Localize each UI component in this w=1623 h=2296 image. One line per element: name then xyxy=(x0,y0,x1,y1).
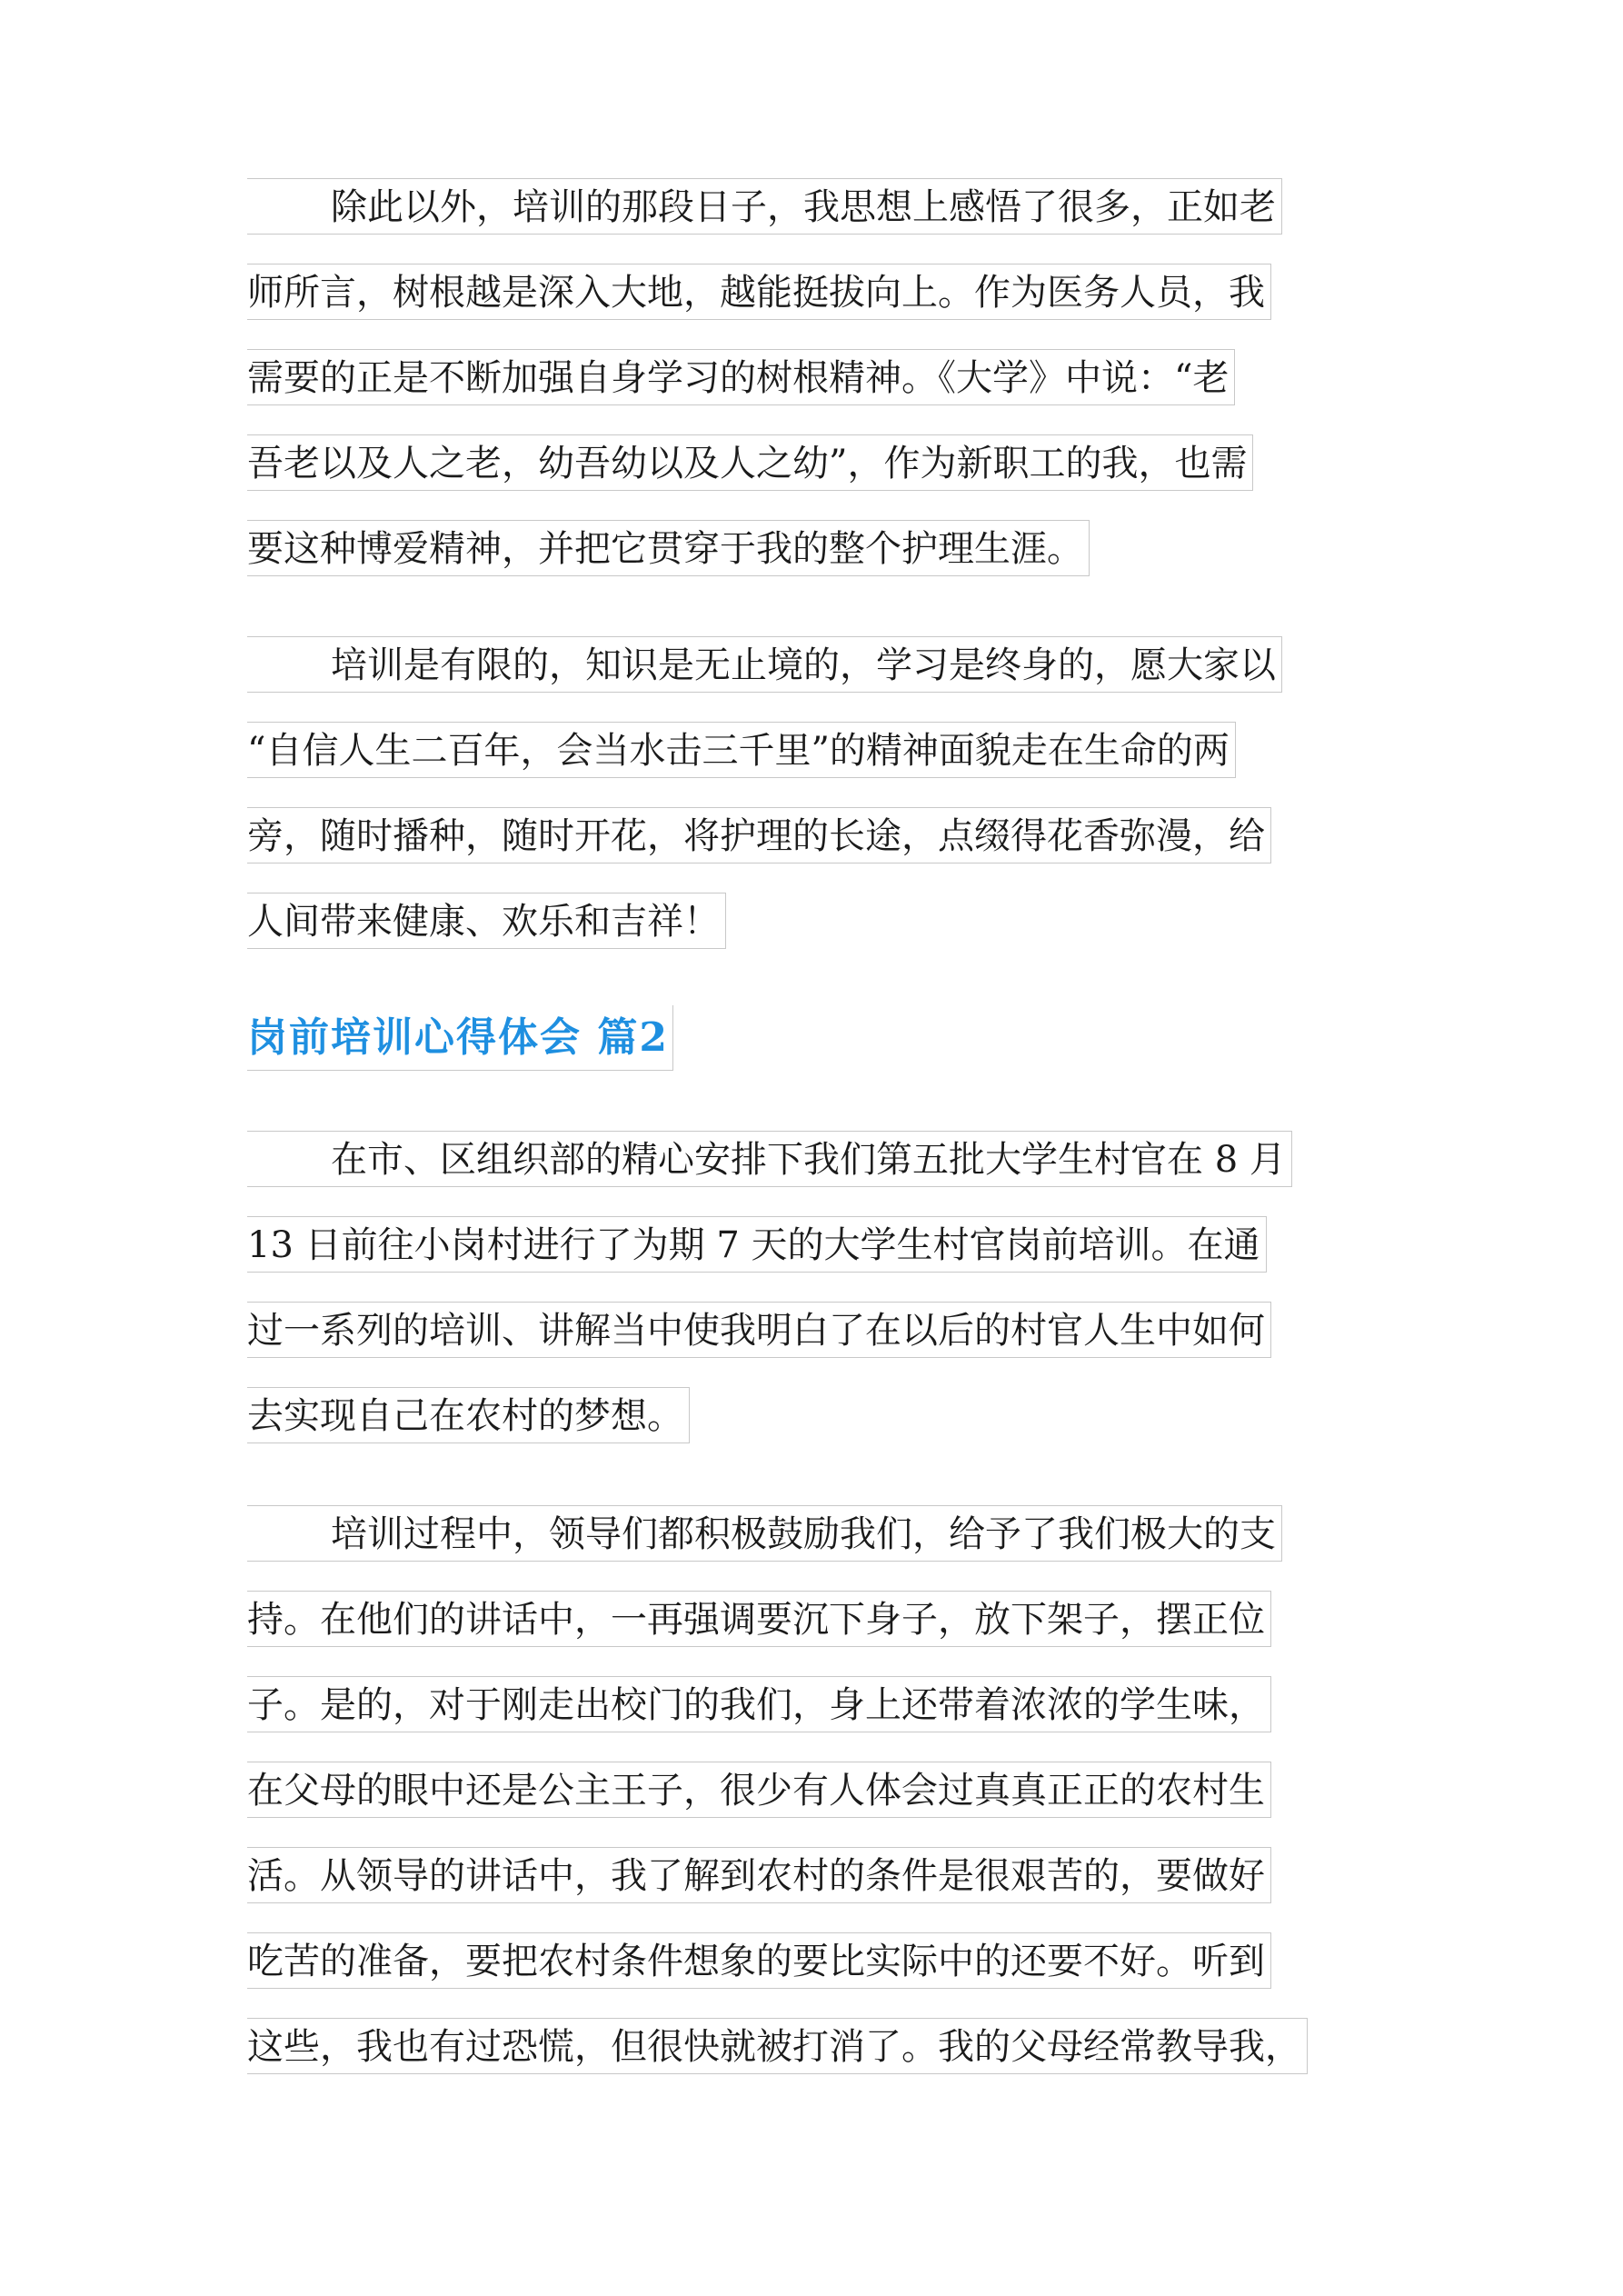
paragraph-line: 活。从领导的讲话中，我了解到农村的条件是很艰苦的，要做好 xyxy=(247,1847,1271,1903)
paragraph-line: 过一系列的培训、讲解当中使我明白了在以后的村官人生中如何 xyxy=(247,1302,1271,1358)
paragraph-line: 旁，随时播种，随时开花，将护理的长途，点缀得花香弥漫，给 xyxy=(247,807,1271,863)
paragraph-line: 人间带来健康、欢乐和吉祥！ xyxy=(247,893,726,949)
paragraph-line: “自信人生二百年，会当水击三千里”的精神面貌走在生命的两 xyxy=(247,722,1236,778)
section-heading: 岗前培训心得体会 篇2 xyxy=(247,1005,673,1071)
paragraph-line: 需要的正是不断加强自身学习的树根精神。《大学》中说：“老 xyxy=(247,349,1235,405)
paragraph-line: 培训是有限的，知识是无止境的，学习是终身的，愿大家以 xyxy=(247,636,1282,693)
paragraph-line: 去实现自己在农村的梦想。 xyxy=(247,1387,690,1443)
paragraph-line: 在市、区组织部的精心安排下我们第五批大学生村官在 8 月 xyxy=(247,1131,1292,1187)
paragraph-line: 要这种博爱精神，并把它贯穿于我的整个护理生涯。 xyxy=(247,520,1090,576)
paragraph-line: 子。是的，对于刚走出校门的我们，身上还带着浓浓的学生味， xyxy=(247,1676,1271,1732)
paragraph-line: 师所言，树根越是深入大地，越能挺拔向上。作为医务人员，我 xyxy=(247,264,1271,320)
paragraph-line: 吾老以及人之老，幼吾幼以及人之幼”，作为新职工的我，也需 xyxy=(247,434,1253,491)
paragraph-line: 除此以外，培训的那段日子，我思想上感悟了很多，正如老 xyxy=(247,178,1282,235)
paragraph-line: 培训过程中，领导们都积极鼓励我们，给予了我们极大的支 xyxy=(247,1505,1282,1562)
paragraph-line: 13 日前往小岗村进行了为期 7 天的大学生村官岗前培训。在通 xyxy=(247,1216,1267,1273)
paragraph-line: 吃苦的准备，要把农村条件想象的要比实际中的还要不好。听到 xyxy=(247,1932,1271,1989)
paragraph-line: 在父母的眼中还是公主王子，很少有人体会过真真正正的农村生 xyxy=(247,1762,1271,1818)
paragraph-line: 持。在他们的讲话中，一再强调要沉下身子，放下架子，摆正位 xyxy=(247,1591,1271,1647)
paragraph-line: 这些，我也有过恐慌，但很快就被打消了。我的父母经常教导我， xyxy=(247,2018,1308,2074)
